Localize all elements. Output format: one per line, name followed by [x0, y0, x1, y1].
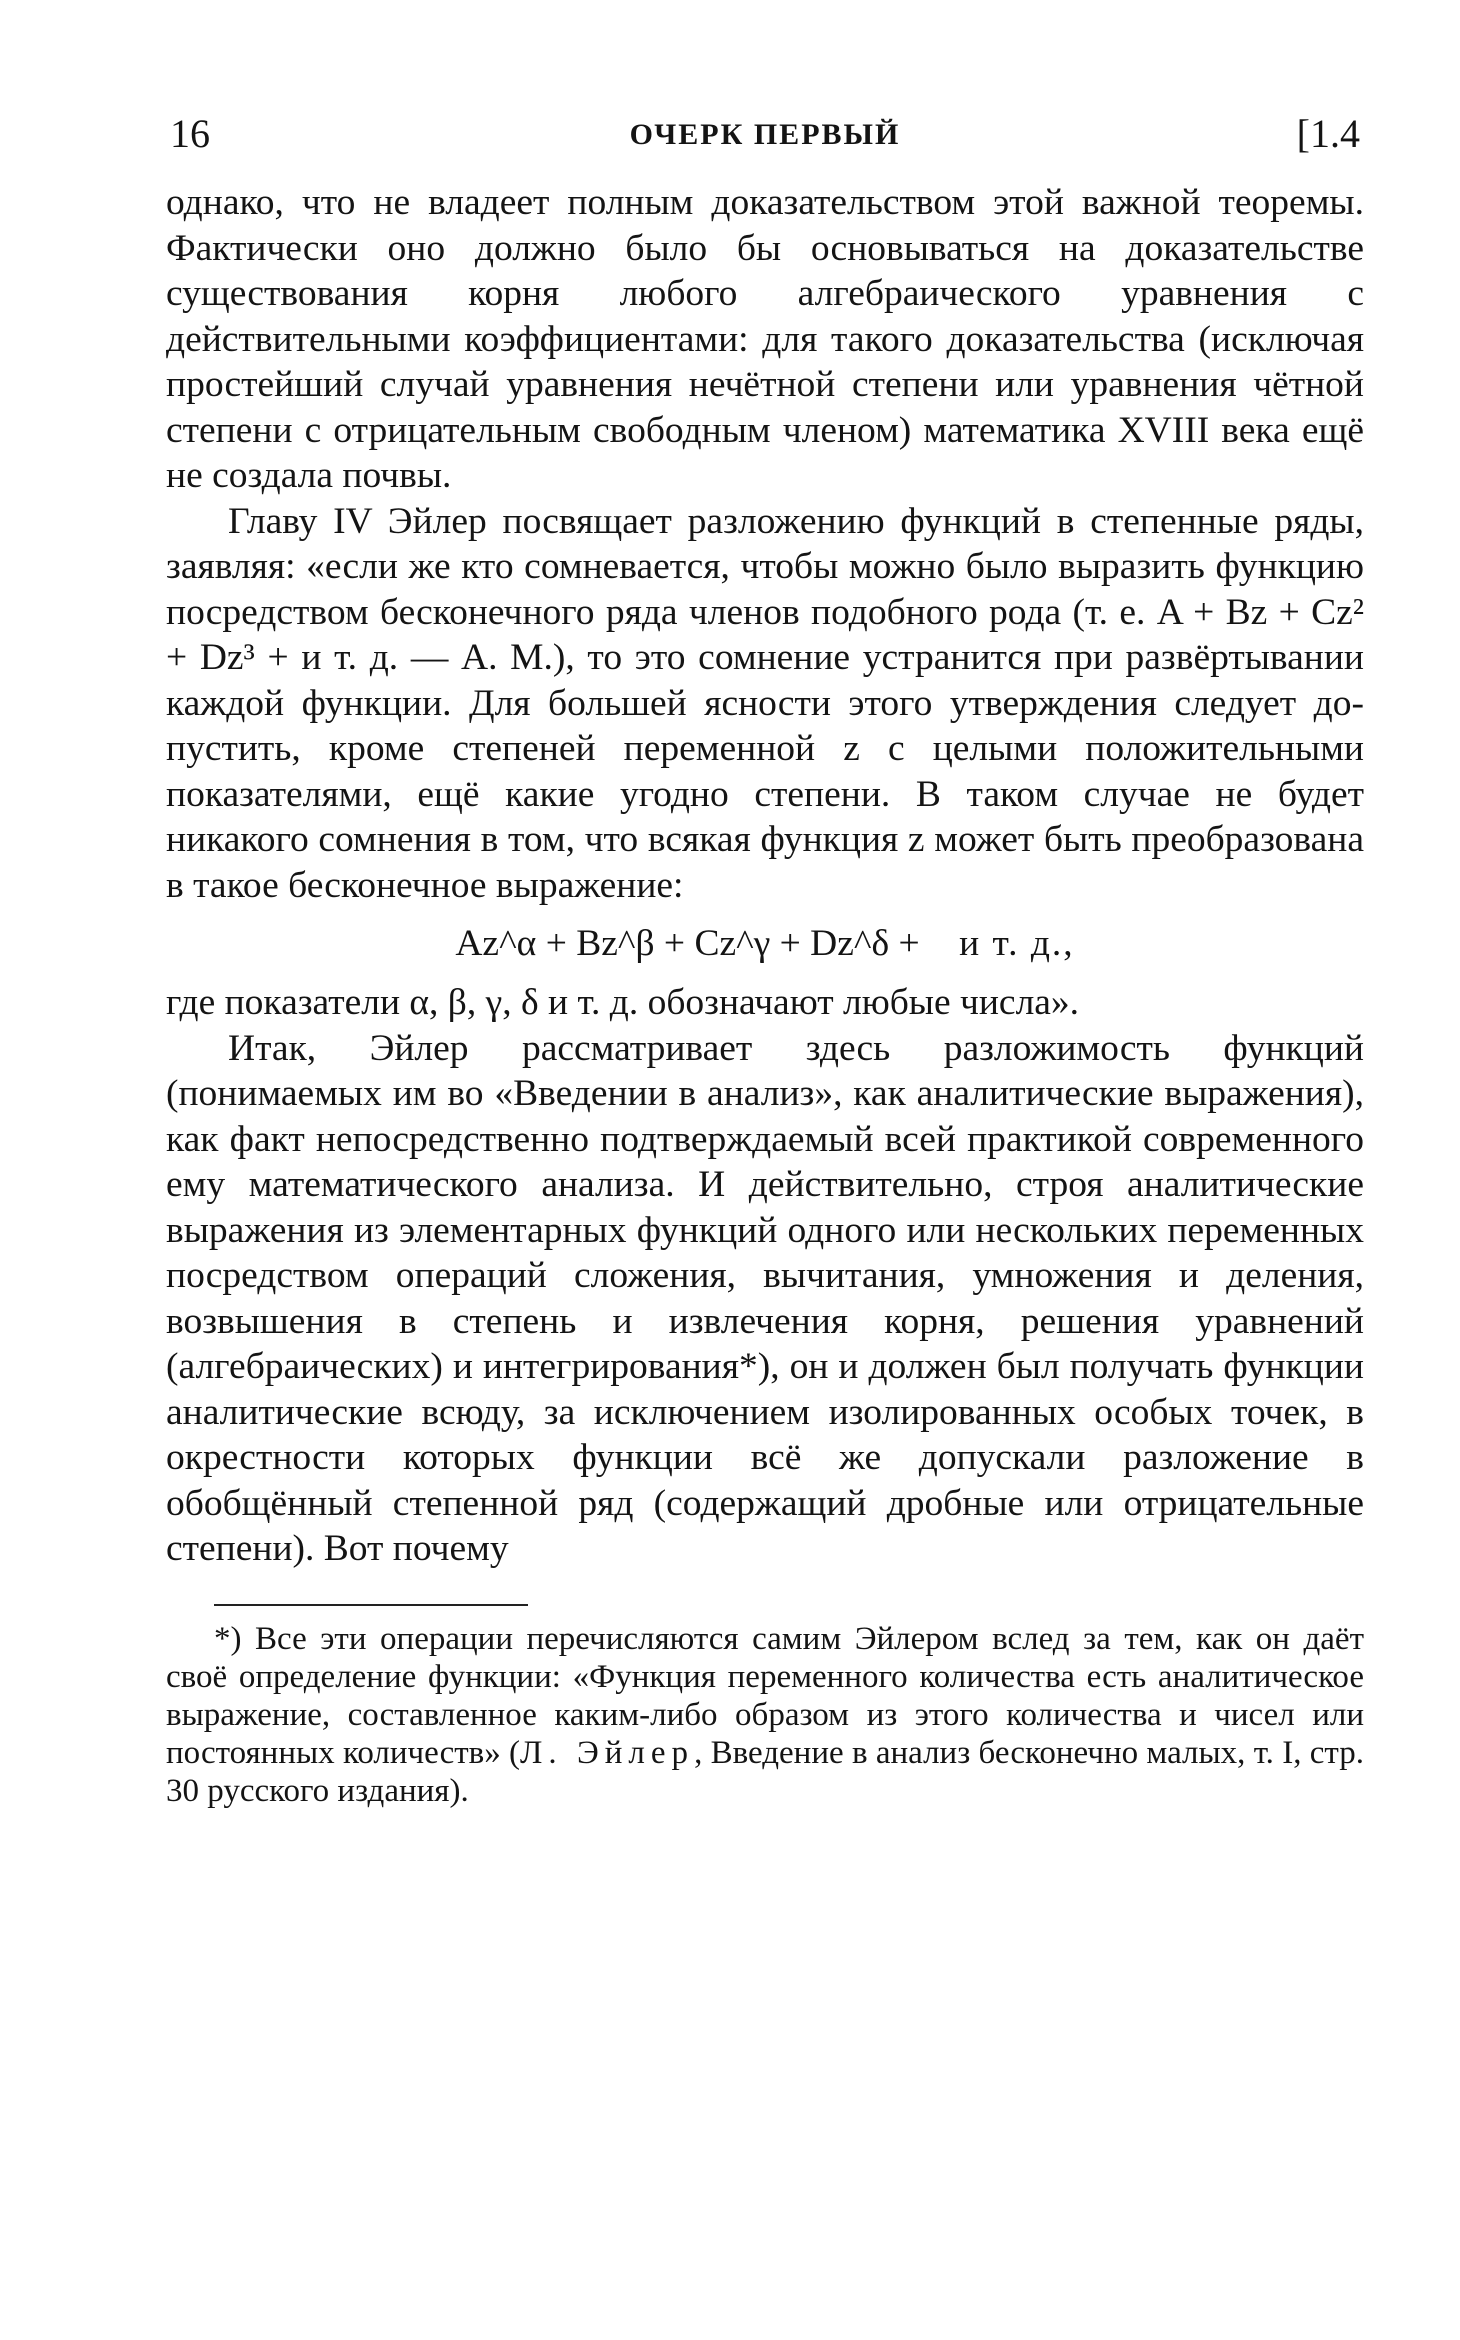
- footnote-divider: [214, 1604, 528, 1606]
- chapter-title: ОЧЕРК ПЕРВЫЙ: [629, 118, 901, 151]
- footnote: [166, 1620, 1364, 1810]
- paragraph-3: Итак, Эйлер рассматривает здесь разложимость функций (понимаемых им во «Введении в анализ», как аналитические выражения), как факт непосредственно подтверждаемый всей практикой современного ему математического анализа. И действительно, строя аналитические выражения из элементарных функций одного или нескольких переменных посредством операций сложения, вычитания, умножения и деления, возвышения в степень и извлечения корня, решения уравнений (алгебраических) и интегрирования*), он и должен был получать функции аналитические всюду, за исключением изолированных особых точек, в окрестности которых функции всё же допускали разложение в обобщённый степенной ряд (содержащий дробные или отрицательные степени). Вот почему: [166, 1027, 1364, 1569]
- main-text: [166, 180, 1364, 1572]
- page-number: 16: [170, 111, 210, 156]
- footnote-marker: *): [214, 1620, 242, 1657]
- paragraph-1: однако, что не владеет полным доказательством этой важной теоремы. Фактически оно должно было бы основываться на доказательстве существования корня любого алгебраического уравнения с действительными коэффициентами: для такого доказательства (исключая простейший случай уравнения нечётной степени или уравнения чётной степени с отрицательным свободным членом) математика XVIII века ещё не создала почвы.: [166, 182, 1364, 496]
- running-head: [166, 104, 1364, 164]
- footnote-text-before: Все эти операции перечисляются самим Эйлером вслед за тем, как он даёт своё определение функции: «Функция переменного количества есть аналитическое выражение, составленное каким-либо образом из этого количества и чисел или постоянных количеств» (: [166, 1620, 1364, 1771]
- paragraph-2: Главу IV Эйлер посвящает разложению функций в степенные ряды, заявляя: «если же кто сомневается, чтобы можно было выразить функцию посредством бесконечного ряда членов подобного рода (т. е. A + Bz + Cz² + Dz³ + и т. д. — А. М.), то это сомнение устранится при развёртывании каждой функции. Для большей ясности этого утверждения следует допустить, кроме степеней переменной z с целыми положительными показателями, ещё какие угодно степени. В таком случае не будет никакого сомнения в том, что всякая функция z может быть преобразована в такое бесконечное выражение:: [166, 500, 1364, 906]
- formula-expression: Az^α + Bz^β + Cz^γ + Dz^δ +: [455, 923, 920, 964]
- footnotes: [166, 1620, 1364, 1810]
- formula-tail: и т. д.,: [959, 923, 1075, 964]
- series-formula: [166, 914, 1364, 974]
- book-page: [166, 104, 1364, 1810]
- paragraph-after-formula: где показатели α, β, γ, δ и т. д. обозначают любые числа».: [166, 982, 1080, 1023]
- footnote-author: Л. Эйлер: [520, 1734, 695, 1771]
- footnote-text-after: , Введение в анализ бесконечно малых, т. I, стр. 30 русского издания).: [166, 1734, 1364, 1809]
- section-number: [1.4: [1296, 111, 1360, 156]
